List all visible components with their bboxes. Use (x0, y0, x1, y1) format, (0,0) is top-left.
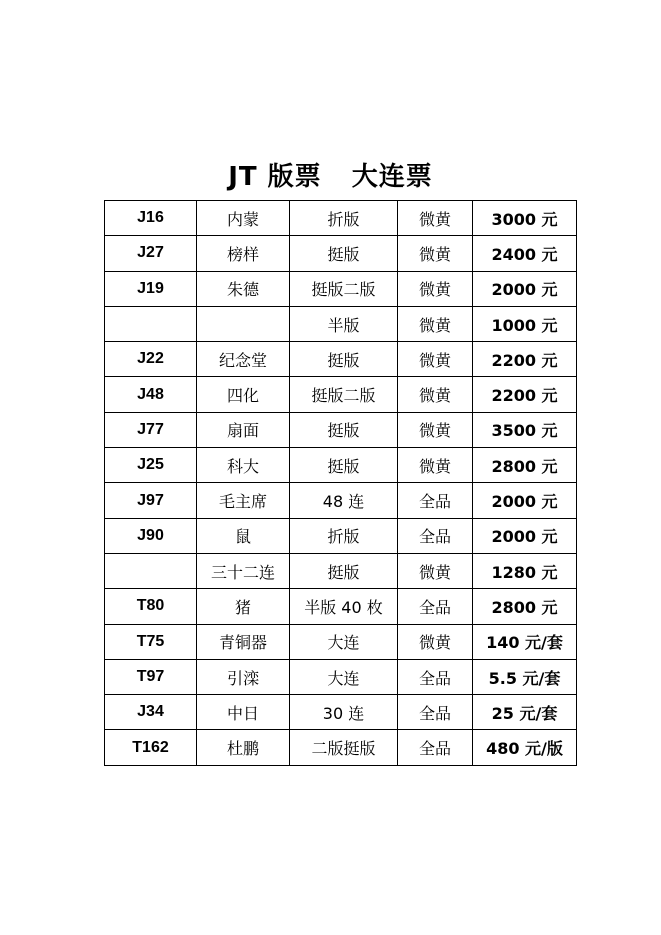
stamp-name-cell: 三十二连 (197, 553, 290, 588)
stamp-name-cell: 科大 (197, 448, 290, 483)
table-row (105, 306, 577, 341)
stamp-price-cell: 2200 元 (473, 342, 577, 377)
stamp-name-cell (197, 306, 290, 341)
table-row (105, 589, 577, 624)
stamp-name-cell: 内蒙 (197, 201, 290, 236)
stamp-grade-cell: 微黄 (398, 553, 473, 588)
stamp-format-cell: 挺版二版 (290, 271, 398, 306)
stamp-price-cell: 2000 元 (473, 518, 577, 553)
stamp-code-cell: T80 (105, 589, 197, 624)
stamp-format-cell: 48 连 (290, 483, 398, 518)
stamp-code-cell: J22 (105, 342, 197, 377)
stamp-name-cell: 引滦 (197, 659, 290, 694)
stamp-price-cell: 1280 元 (473, 553, 577, 588)
stamp-name-cell: 青铜器 (197, 624, 290, 659)
stamp-price-cell: 25 元/套 (473, 695, 577, 730)
table-row (105, 659, 577, 694)
stamp-grade-cell: 全品 (398, 659, 473, 694)
table-row (105, 201, 577, 236)
stamp-code-cell: J97 (105, 483, 197, 518)
stamp-code-cell: J90 (105, 518, 197, 553)
table-row (105, 624, 577, 659)
table-row (105, 236, 577, 271)
stamp-name-cell: 四化 (197, 377, 290, 412)
stamp-code-cell: J25 (105, 448, 197, 483)
table-row (105, 695, 577, 730)
stamp-format-cell: 30 连 (290, 695, 398, 730)
stamp-grade-cell: 微黄 (398, 448, 473, 483)
table-row (105, 377, 577, 412)
stamp-grade-cell: 微黄 (398, 271, 473, 306)
stamp-code-cell: J19 (105, 271, 197, 306)
stamp-name-cell: 扇面 (197, 412, 290, 447)
stamp-name-cell: 榜样 (197, 236, 290, 271)
table-row (105, 730, 577, 765)
stamp-format-cell: 大连 (290, 624, 398, 659)
stamp-grade-cell: 全品 (398, 730, 473, 765)
stamp-price-cell: 2800 元 (473, 448, 577, 483)
stamp-price-cell: 3500 元 (473, 412, 577, 447)
stamp-name-cell: 鼠 (197, 518, 290, 553)
stamp-code-cell: J77 (105, 412, 197, 447)
stamp-grade-cell: 微黄 (398, 236, 473, 271)
table-body (105, 201, 577, 766)
stamp-format-cell: 挺版二版 (290, 377, 398, 412)
stamp-format-cell: 折版 (290, 201, 398, 236)
stamp-format-cell: 折版 (290, 518, 398, 553)
stamp-price-cell: 2000 元 (473, 271, 577, 306)
stamp-format-cell: 挺版 (290, 236, 398, 271)
stamp-price-cell: 2400 元 (473, 236, 577, 271)
table-row (105, 448, 577, 483)
stamp-code-cell (105, 553, 197, 588)
stamp-name-cell: 猪 (197, 589, 290, 624)
stamp-name-cell: 杜鹏 (197, 730, 290, 765)
stamp-grade-cell: 全品 (398, 483, 473, 518)
stamp-format-cell: 大连 (290, 659, 398, 694)
stamp-format-cell: 半版 (290, 306, 398, 341)
stamp-name-cell: 朱德 (197, 271, 290, 306)
stamp-price-cell: 3000 元 (473, 201, 577, 236)
stamp-code-cell: J16 (105, 201, 197, 236)
stamp-code-cell (105, 306, 197, 341)
stamp-code-cell: J48 (105, 377, 197, 412)
stamp-price-cell: 5.5 元/套 (473, 659, 577, 694)
stamp-price-cell: 2200 元 (473, 377, 577, 412)
stamp-grade-cell: 全品 (398, 695, 473, 730)
table-row (105, 271, 577, 306)
stamp-grade-cell: 微黄 (398, 377, 473, 412)
stamp-grade-cell: 全品 (398, 589, 473, 624)
stamp-price-cell: 140 元/套 (473, 624, 577, 659)
stamp-code-cell: J27 (105, 236, 197, 271)
stamp-price-cell: 2000 元 (473, 483, 577, 518)
stamp-price-table (104, 200, 577, 766)
stamp-grade-cell: 微黄 (398, 342, 473, 377)
stamp-format-cell: 挺版 (290, 553, 398, 588)
stamp-grade-cell: 微黄 (398, 306, 473, 341)
table-row (105, 412, 577, 447)
table-row (105, 518, 577, 553)
table-row (105, 483, 577, 518)
stamp-format-cell: 挺版 (290, 412, 398, 447)
stamp-grade-cell: 微黄 (398, 412, 473, 447)
stamp-grade-cell: 微黄 (398, 201, 473, 236)
stamp-code-cell: T97 (105, 659, 197, 694)
stamp-grade-cell: 微黄 (398, 624, 473, 659)
stamp-name-cell: 毛主席 (197, 483, 290, 518)
stamp-format-cell: 半版 40 枚 (290, 589, 398, 624)
stamp-code-cell: J34 (105, 695, 197, 730)
stamp-code-cell: T75 (105, 624, 197, 659)
stamp-name-cell: 纪念堂 (197, 342, 290, 377)
stamp-grade-cell: 全品 (398, 518, 473, 553)
stamp-price-cell: 1000 元 (473, 306, 577, 341)
stamp-format-cell: 挺版 (290, 342, 398, 377)
stamp-name-cell: 中日 (197, 695, 290, 730)
stamp-format-cell: 挺版 (290, 448, 398, 483)
table-row (105, 553, 577, 588)
stamp-price-cell: 2800 元 (473, 589, 577, 624)
page-title: JT 版票 大连票 (228, 162, 433, 192)
stamp-code-cell: T162 (105, 730, 197, 765)
stamp-price-cell: 480 元/版 (473, 730, 577, 765)
stamp-format-cell: 二版挺版 (290, 730, 398, 765)
table-row (105, 342, 577, 377)
